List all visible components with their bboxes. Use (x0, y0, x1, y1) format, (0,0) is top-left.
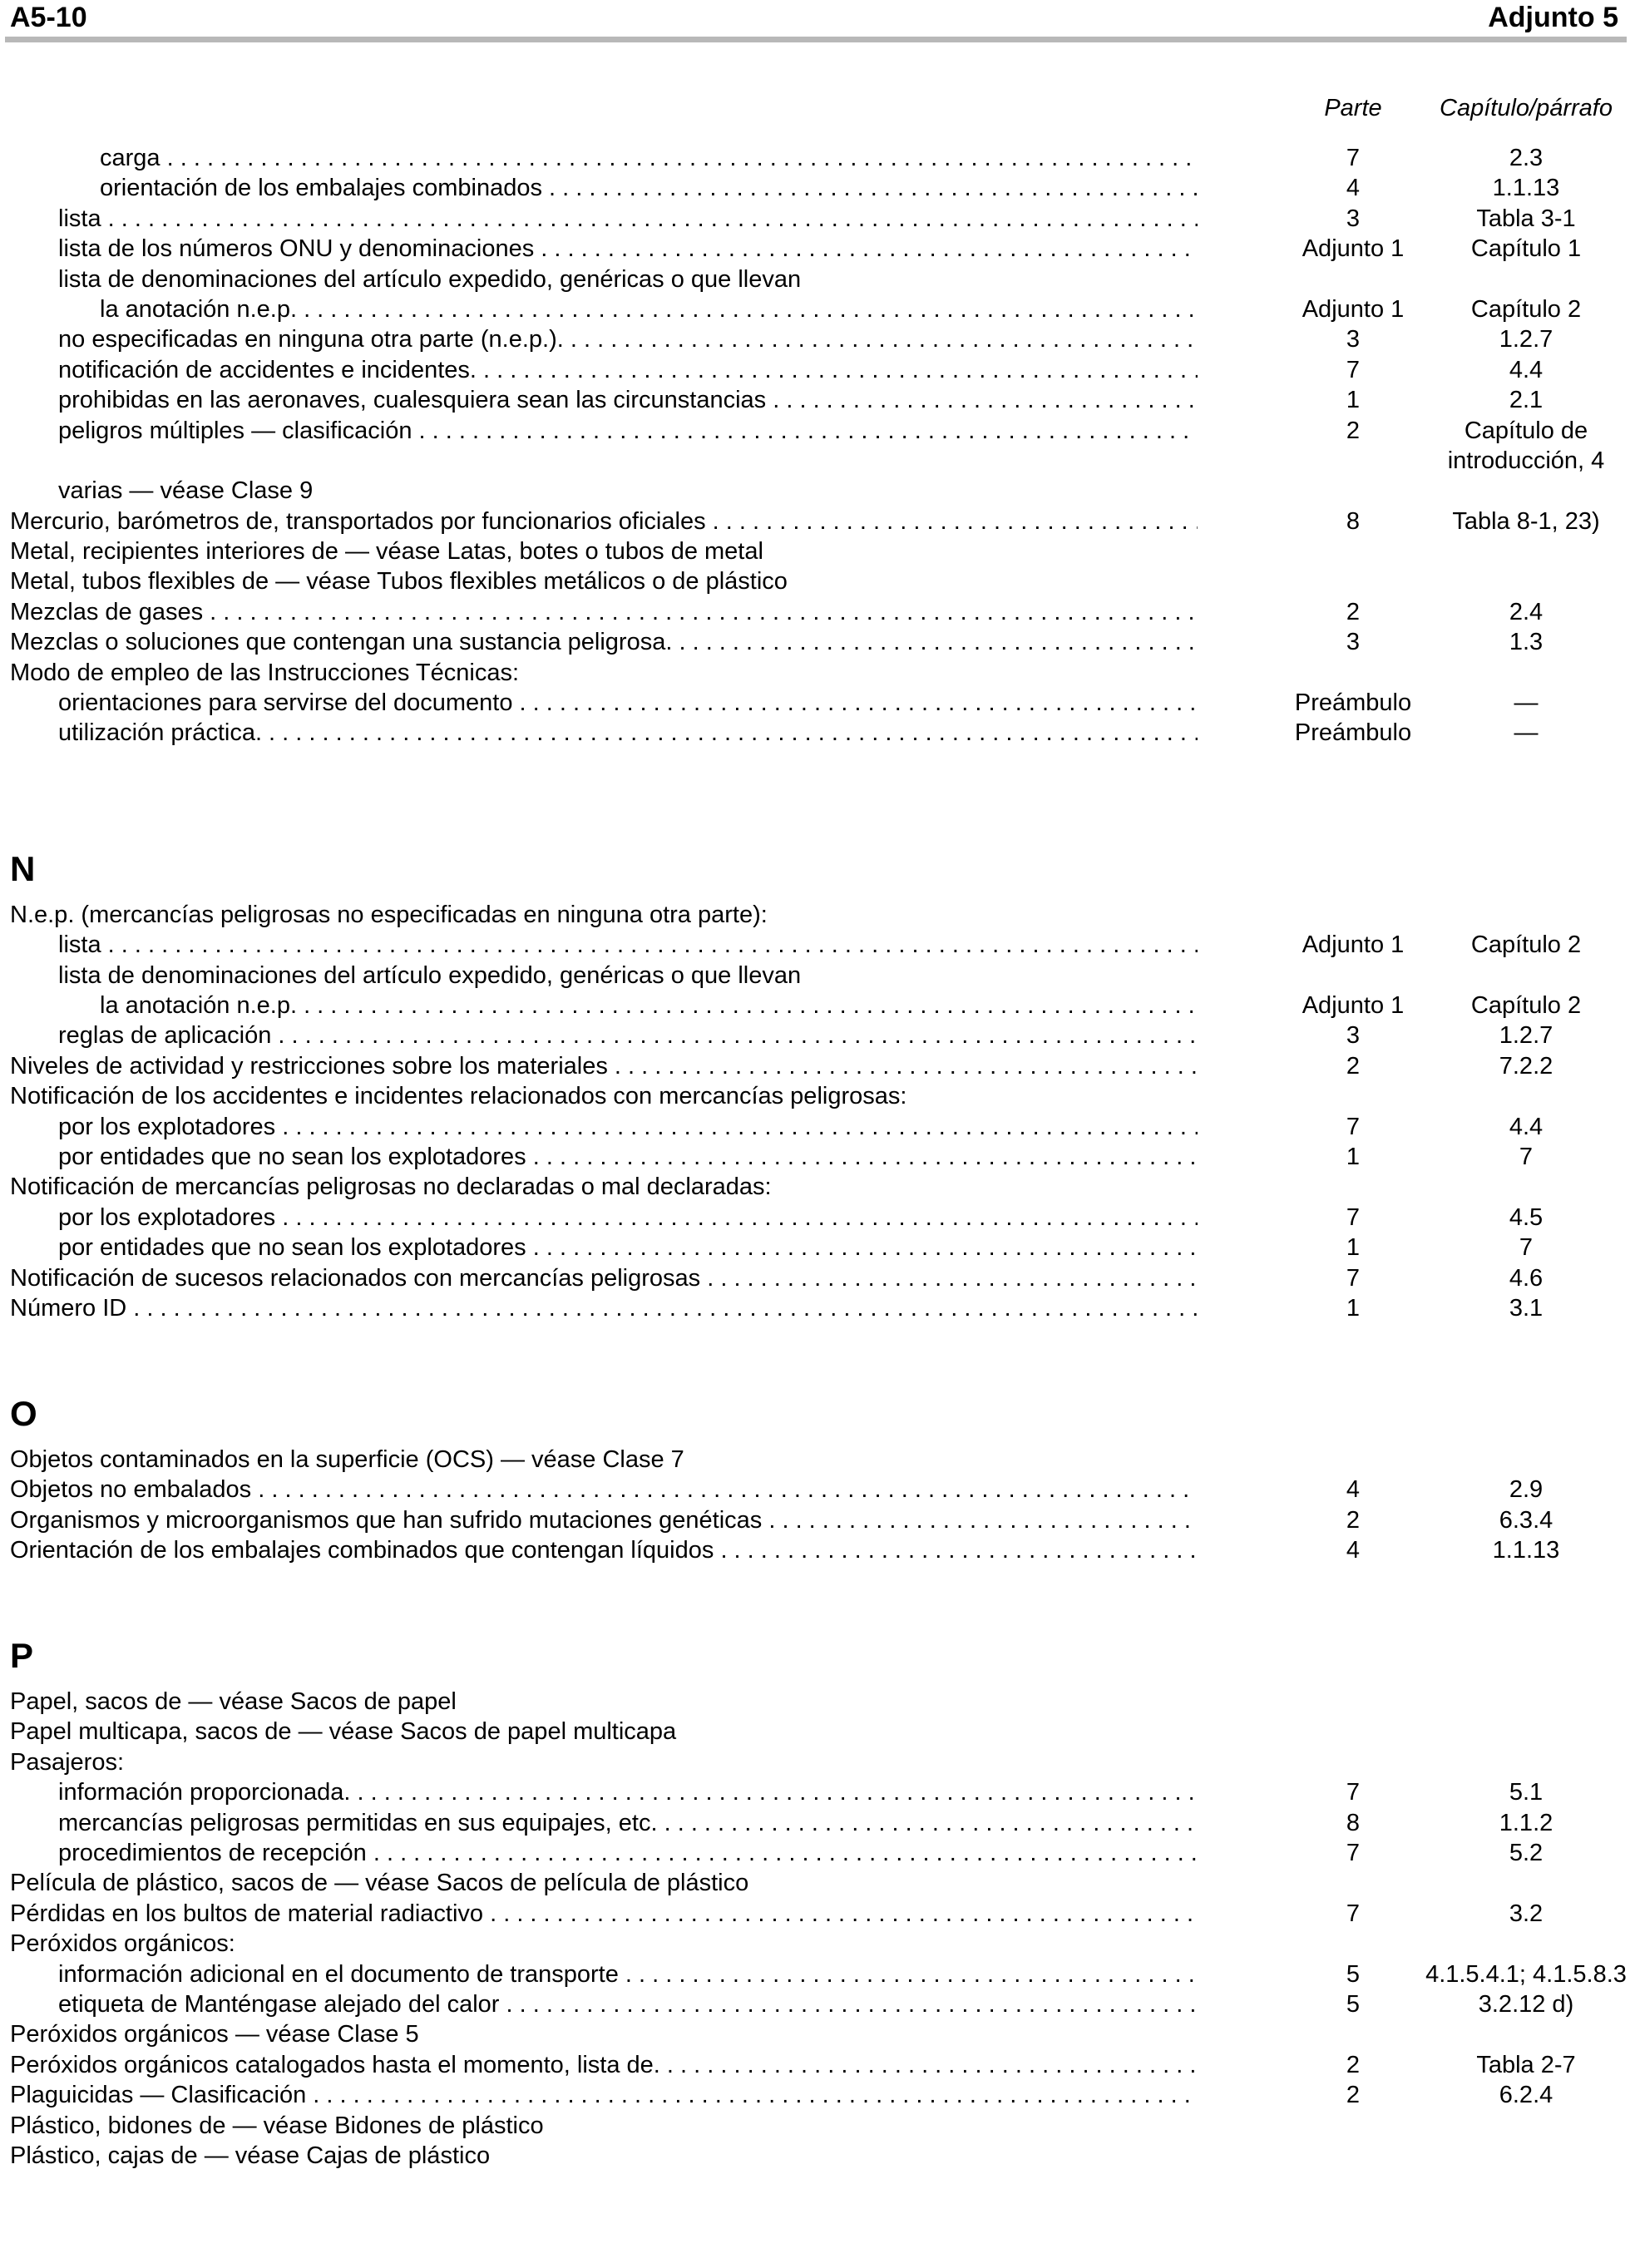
entry-part: 8 (1346, 1809, 1361, 1836)
index-entry (0, 1263, 1630, 1293)
section-m-continued (0, 143, 1630, 749)
entry-text: Notificación de sucesos relacionados con mercancías peligrosas . . . (10, 1263, 1198, 1293)
entry-text: Plaguicidas — Clasificación . . . (10, 2080, 1198, 2110)
entry-part: 5 (1346, 1990, 1361, 2018)
index-entry (0, 416, 1630, 477)
entry-chapter: 7 (1519, 1143, 1534, 1170)
entry-text: Plástico, cajas de — véase Cajas de plástico (10, 2142, 491, 2169)
entry-part: 4 (1346, 1537, 1361, 1564)
index-entry (0, 566, 1630, 596)
entry-chapter: 4.4 (1509, 1113, 1544, 1140)
entry-text: prohibidas en las aeronaves, cualesquiera sean las circunstancias . . . (58, 385, 1198, 415)
index-entry (0, 294, 1630, 324)
entry-text: Peróxidos orgánicos: (10, 1930, 235, 1958)
entry-text: lista de denominaciones del artículo expedido, genéricas o que llevan (58, 961, 802, 989)
index-entry (0, 991, 1630, 1020)
index-entry (0, 930, 1630, 960)
index-entry (0, 1747, 1630, 1777)
entry-chapter: 7 (1519, 1234, 1534, 1262)
entry-part: Adjunto 1 (1302, 235, 1405, 263)
entry-text: orientaciones para servirse del documento . . . (58, 688, 1198, 718)
section-o (0, 1445, 1630, 1566)
header-rule (5, 37, 1627, 42)
index-entry (0, 324, 1630, 354)
entry-chapter: Tabla 2-7 (1476, 2051, 1576, 2078)
index-entry (0, 1172, 1630, 1202)
entry-chapter: 5.1 (1509, 1779, 1544, 1806)
entry-part: Adjunto 1 (1302, 991, 1405, 1019)
entry-chapter: 5.2 (1509, 1839, 1544, 1866)
entry-text: Plástico, bidones de — véase Bidones de plástico (10, 2112, 544, 2139)
index-entry (0, 1989, 1630, 2019)
index-entry (0, 1142, 1630, 1172)
entry-text: lista de los números ONU y denominaciones . . . (58, 234, 1198, 264)
entry-text: procedimientos de recepción . . . (58, 1838, 1198, 1868)
entry-chapter: 3.2.12 d) (1478, 1990, 1574, 2018)
entry-part: 3 (1346, 205, 1361, 232)
entry-chapter: 1.2.7 (1499, 326, 1553, 353)
entry-part: 7 (1346, 1900, 1361, 1927)
index-entry (0, 143, 1630, 173)
index-entry (0, 2141, 1630, 2171)
entry-text: Mezclas de gases . . . (10, 597, 1198, 627)
entry-part: 7 (1346, 1113, 1361, 1140)
entry-chapter: 1.1.13 (1492, 1537, 1560, 1564)
column-header-chapter: Capítulo/párrafo (1440, 95, 1613, 121)
index-entry (0, 1475, 1630, 1505)
entry-chapter: 7.2.2 (1499, 1052, 1553, 1080)
entry-text: notificación de accidentes e incidentes. . . . (58, 355, 1198, 385)
entry-text: varias — véase Clase 9 (58, 477, 314, 505)
entry-text: Notificación de los accidentes e incidentes relacionados con mercancías peligrosas: (10, 1083, 907, 1110)
entry-chapter: Tabla 3-1 (1476, 205, 1576, 232)
entry-text: reglas de aplicación . . . (58, 1020, 1198, 1050)
entry-text: no especificadas en ninguna otra parte (n.e.p.). . . . (58, 324, 1198, 354)
index-entry (0, 1051, 1630, 1081)
section-p (0, 1687, 1630, 2171)
index-entry (0, 1203, 1630, 1233)
index-entry (0, 385, 1630, 415)
entry-text: carga . . . (100, 143, 1198, 173)
entry-part: 1 (1346, 387, 1361, 414)
entry-text: Pasajeros: (10, 1748, 125, 1776)
entry-chapter: — (1514, 689, 1539, 717)
entry-text: Mercurio, barómetros de, transportados por funcionarios oficiales . . . (10, 506, 1198, 536)
entry-chapter: 1.2.7 (1499, 1022, 1553, 1050)
index-entry (0, 1293, 1630, 1323)
index-entry (0, 961, 1630, 991)
entry-text: Objetos contaminados en la superficie (OCS) — véase Clase 7 (10, 1445, 684, 1473)
entry-part: Adjunto 1 (1302, 931, 1405, 959)
entry-text: por entidades que no sean los explotadores . . . (58, 1233, 1198, 1262)
entry-chapter: Capítulo de introducción, 4 (1447, 417, 1605, 474)
index-entry (0, 234, 1630, 264)
entry-chapter: 2.1 (1509, 387, 1544, 414)
page-header (0, 0, 1630, 47)
entry-part: 7 (1346, 145, 1361, 171)
entry-part: 2 (1346, 2051, 1361, 2078)
index-entry (0, 1868, 1630, 1898)
entry-chapter: 2.9 (1509, 1476, 1544, 1504)
entry-part: 7 (1346, 1839, 1361, 1866)
entry-part: 2 (1346, 1506, 1361, 1534)
entry-chapter: Tabla 8-1, 23) (1452, 507, 1600, 535)
index-entry (0, 476, 1630, 506)
entry-part: 4 (1346, 1476, 1361, 1504)
index-entry (0, 658, 1630, 688)
index-entry (0, 1535, 1630, 1565)
entry-text: Papel multicapa, sacos de — véase Sacos de papel multicapa (10, 1718, 677, 1746)
entry-text: Película de plástico, sacos de — véase Sacos de película de plástico (10, 1870, 749, 1897)
entry-part: 2 (1346, 1052, 1361, 1080)
entry-part: 2 (1346, 2082, 1361, 2109)
index-entry (0, 688, 1630, 718)
entry-chapter: Capítulo 2 (1470, 931, 1582, 959)
entry-chapter: 4.5 (1509, 1203, 1544, 1231)
entry-text: Mezclas o soluciones que contengan una sustancia peligrosa. . . . (10, 627, 1198, 657)
index-entry (0, 1112, 1630, 1142)
entry-text: Número ID . . . (10, 1293, 1198, 1323)
entry-chapter: Capítulo 1 (1470, 235, 1582, 263)
index-entry (0, 536, 1630, 566)
section-n (0, 900, 1630, 1323)
entry-text: utilización práctica. . . . (58, 718, 1198, 748)
entry-text: mercancías peligrosas permitidas en sus equipajes, etc. . . . (58, 1808, 1198, 1838)
entry-part: 3 (1346, 326, 1361, 353)
entry-text: Peróxidos orgánicos — véase Clase 5 (10, 2021, 419, 2048)
entry-part: 5 (1346, 1960, 1361, 1988)
index-entry (0, 718, 1630, 748)
index-entry (0, 1081, 1630, 1111)
index-entry (0, 1717, 1630, 1747)
entry-text: por los explotadores . . . (58, 1203, 1198, 1233)
entry-text: por entidades que no sean los explotadores . . . (58, 1142, 1198, 1172)
entry-chapter: 3.1 (1509, 1294, 1544, 1322)
entry-part: 4 (1346, 175, 1361, 202)
entry-text: N.e.p. (mercancías peligrosas no especificadas en ninguna otra parte): (10, 901, 768, 928)
entry-text: Objetos no embalados . . . (10, 1475, 1198, 1505)
entry-part: 2 (1346, 417, 1361, 444)
entry-text: Papel, sacos de — véase Sacos de papel (10, 1688, 457, 1716)
index-entry (0, 264, 1630, 294)
entry-chapter: 6.3.4 (1499, 1506, 1553, 1534)
index-entry (0, 627, 1630, 657)
column-header-part: Parte (1324, 95, 1382, 121)
entry-part: 7 (1346, 1203, 1361, 1231)
index-entry (0, 355, 1630, 385)
entry-part: 7 (1346, 1779, 1361, 1806)
entry-text: Modo de empleo de las Instrucciones Técnicas: (10, 659, 520, 686)
entry-text: Peróxidos orgánicos catalogados hasta el momento, lista de. . . . (10, 2050, 1198, 2080)
entry-part: 1 (1346, 1234, 1361, 1262)
section-letter-o: O (10, 1394, 37, 1434)
entry-text: la anotación n.e.p. . . . (100, 991, 1198, 1020)
entry-part: Preámbulo (1294, 689, 1412, 717)
entry-part: 1 (1346, 1294, 1361, 1322)
index-entry (0, 1929, 1630, 1959)
index-entry (0, 900, 1630, 930)
entry-text: información proporcionada. . . . (58, 1777, 1198, 1807)
entry-part: 3 (1346, 1022, 1361, 1050)
index-entry (0, 1020, 1630, 1050)
entry-part: 3 (1346, 629, 1361, 656)
entry-text: Orientación de los embalajes combinados que contengan líquidos . . . (10, 1535, 1198, 1565)
entry-text: lista de denominaciones del artículo expedido, genéricas o que llevan (58, 265, 802, 293)
entry-part: 1 (1346, 1143, 1361, 1170)
entry-chapter: 6.2.4 (1499, 2082, 1553, 2109)
entry-text: lista . . . (58, 204, 1198, 234)
entry-part: 7 (1346, 356, 1361, 383)
entry-text: Niveles de actividad y restricciones sobre los materiales . . . (10, 1051, 1198, 1081)
index-entry (0, 1233, 1630, 1262)
entry-text: Pérdidas en los bultos de material radiactivo . . . (10, 1899, 1198, 1929)
index-entry (0, 1838, 1630, 1868)
index-entry (0, 1505, 1630, 1535)
entry-text: lista . . . (58, 930, 1198, 960)
index-entry (0, 2050, 1630, 2080)
entry-chapter: 2.3 (1509, 145, 1544, 171)
index-entry (0, 2019, 1630, 2049)
entry-part: Preámbulo (1294, 719, 1412, 747)
index-entry (0, 173, 1630, 203)
page-number: A5-10 (10, 2, 87, 33)
index-entry (0, 2111, 1630, 2141)
entry-text: etiqueta de Manténgase alejado del calor . . . (58, 1989, 1198, 2019)
entry-text: peligros múltiples — clasificación . . . (58, 416, 1198, 446)
entry-chapter: 1.1.13 (1492, 175, 1560, 202)
entry-part: 2 (1346, 598, 1361, 625)
entry-part: Adjunto 1 (1302, 295, 1405, 323)
entry-text: orientación de los embalajes combinados . . . (100, 173, 1198, 203)
index-entry (0, 204, 1630, 234)
entry-text: Metal, tubos flexibles de — véase Tubos flexibles metálicos o de plástico (10, 568, 788, 595)
entry-text: Organismos y microorganismos que han sufrido mutaciones genéticas . . . (10, 1505, 1198, 1535)
entry-text: información adicional en el documento de transporte . . . (58, 1959, 1198, 1989)
section-letter-n: N (10, 849, 36, 889)
entry-chapter: — (1514, 719, 1539, 747)
entry-text: por los explotadores . . . (58, 1112, 1198, 1142)
entry-chapter: 1.3 (1509, 629, 1544, 656)
entry-chapter: 4.4 (1509, 356, 1544, 383)
entry-part: 8 (1346, 507, 1361, 535)
index-entry (0, 597, 1630, 627)
entry-chapter: Capítulo 2 (1470, 991, 1582, 1019)
entry-text: Notificación de mercancías peligrosas no declaradas o mal declaradas: (10, 1174, 772, 1201)
index-entry (0, 1899, 1630, 1929)
index-entry (0, 1687, 1630, 1717)
index-entry (0, 1959, 1630, 1989)
entry-chapter: 3.2 (1509, 1900, 1544, 1927)
entry-chapter: Capítulo 2 (1470, 295, 1582, 323)
entry-chapter: 4.1.5.4.1; 4.1.5.8.3 (1425, 1960, 1627, 1988)
index-entry (0, 1808, 1630, 1838)
entry-part: 7 (1346, 1264, 1361, 1292)
index-entry (0, 2080, 1630, 2110)
section-letter-p: P (10, 1636, 34, 1676)
entry-chapter: 4.6 (1509, 1264, 1544, 1292)
index-entry (0, 506, 1630, 536)
entry-text: la anotación n.e.p. . . . (100, 294, 1198, 324)
index-entry (0, 1445, 1630, 1475)
entry-chapter: 2.4 (1509, 598, 1544, 625)
entry-chapter: 1.1.2 (1499, 1809, 1553, 1836)
index-entry (0, 1777, 1630, 1807)
attachment-title: Adjunto 5 (1488, 2, 1618, 33)
entry-text: Metal, recipientes interiores de — véase Latas, botes o tubos de metal (10, 538, 763, 566)
index-entries (0, 143, 1630, 2171)
